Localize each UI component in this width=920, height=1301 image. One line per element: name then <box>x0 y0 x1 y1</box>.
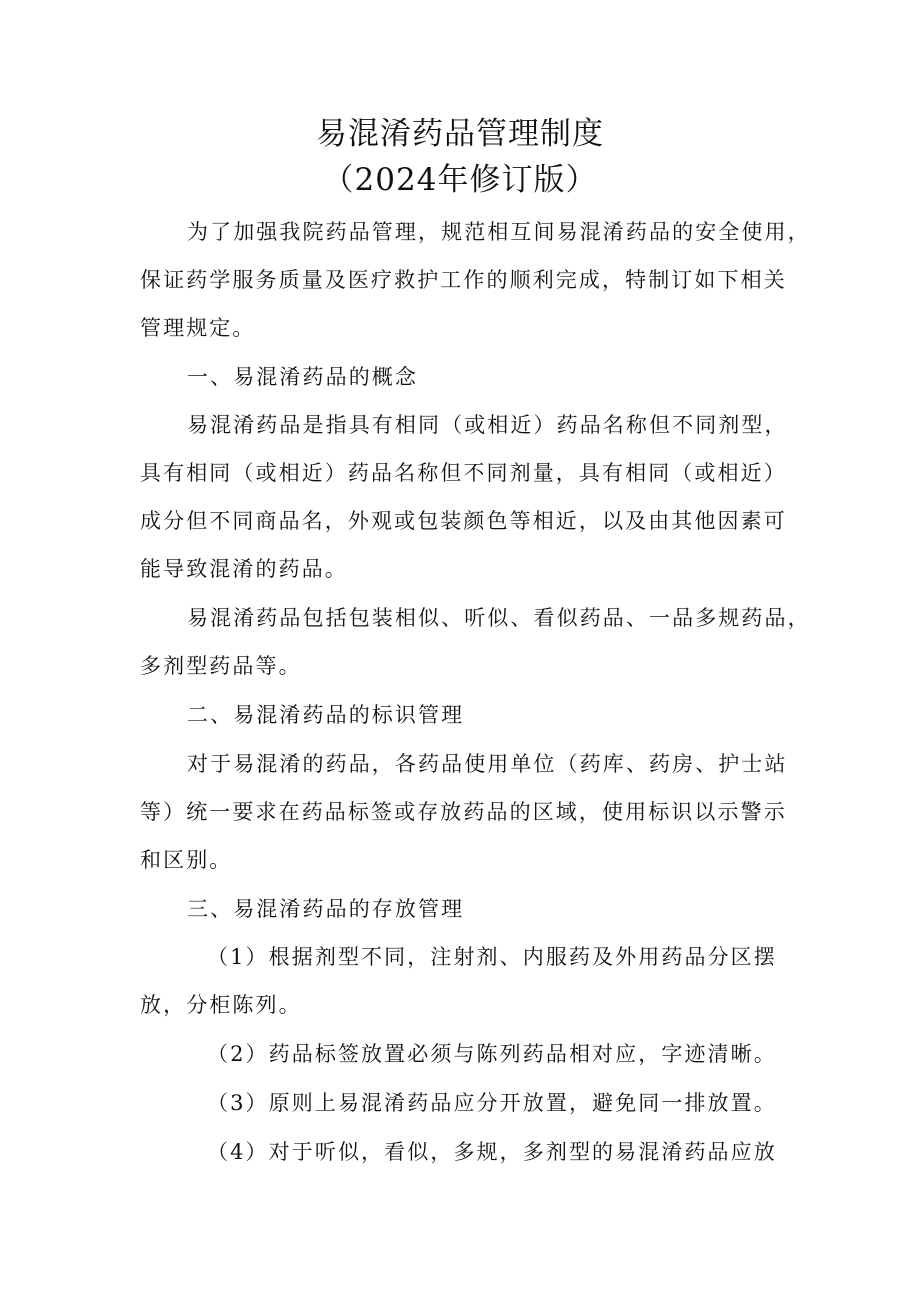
intro-paragraph-line: 管理规定。 <box>140 316 256 340</box>
concept-paragraph-line: 易混淆药品是指具有相同（或相近）药品名称但不同剂型， <box>187 413 788 437</box>
labeling-paragraph-line: 等）统一要求在药品标签或存放药品的区域，使用标识以示警示 <box>140 800 787 824</box>
storage-item-4: （4）对于听似，看似，多规，多剂型的易混淆药品应放 <box>207 1140 777 1164</box>
document-subtitle: （2024年修订版） <box>322 162 598 198</box>
concept-paragraph-line: 成分但不同商品名，外观或包装颜色等相近，以及由其他因素可 <box>140 509 787 533</box>
scope-paragraph-line: 易混淆药品包括包装相似、听似、看似药品、一品多规药品， <box>187 606 811 630</box>
section-heading-labeling: 二、易混淆药品的标识管理 <box>187 703 465 727</box>
concept-paragraph-line: 能导致混淆的药品。 <box>140 557 348 581</box>
storage-item-1-continued: 放，分柜陈列。 <box>140 993 302 1017</box>
section-heading-concept: 一、易混淆药品的概念 <box>187 365 418 389</box>
intro-paragraph-line: 为了加强我院药品管理，规范相互间易混淆药品的安全使用， <box>187 220 811 244</box>
storage-item-3: （3）原则上易混淆药品应分开放置，避免同一排放置。 <box>207 1091 777 1115</box>
scope-paragraph-line: 多剂型药品等。 <box>140 654 302 678</box>
labeling-paragraph-line: 对于易混淆的药品，各药品使用单位（药库、药房、护士站 <box>187 752 788 776</box>
storage-item-2: （2）药品标签放置必须与陈列药品相对应，字迹清晰。 <box>207 1042 777 1066</box>
concept-paragraph-line: 具有相同（或相近）药品名称但不同剂量，具有相同（或相近） <box>140 461 787 485</box>
storage-item-1: （1）根据剂型不同，注射剂、内服药及外用药品分区摆 <box>207 945 777 969</box>
document-title: 易混淆药品管理制度 <box>316 116 604 152</box>
intro-paragraph-line: 保证药学服务质量及医疗救护工作的顺利完成，特制订如下相关 <box>140 268 787 292</box>
section-heading-storage: 三、易混淆药品的存放管理 <box>187 897 465 921</box>
labeling-paragraph-line: 和区别。 <box>140 848 233 872</box>
